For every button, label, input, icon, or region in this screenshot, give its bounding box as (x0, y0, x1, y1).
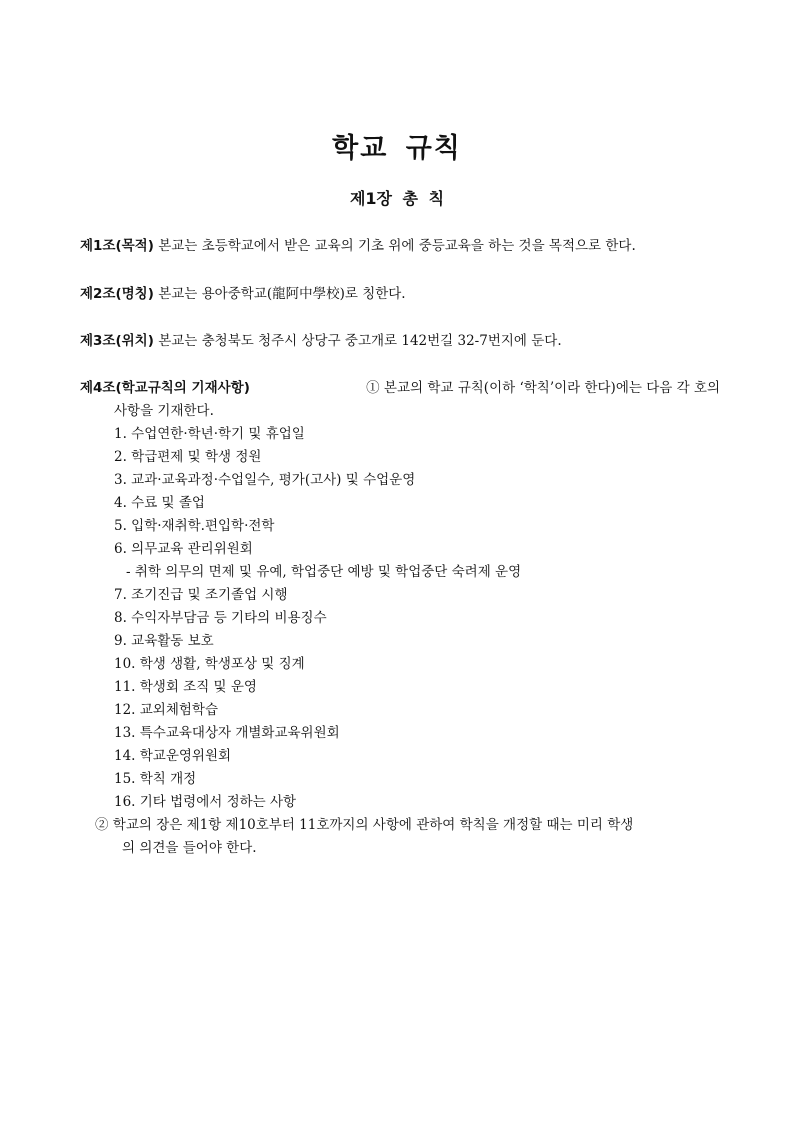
article-2 (80, 283, 720, 306)
list-item: 10. 학생 생활, 학생포상 및 징계 (114, 656, 305, 672)
article-4-paragraph-2-continued: 의 의견을 들어야 한다. (122, 840, 257, 856)
list-item: 5. 입학·재취학.편입학·전학 (114, 518, 275, 534)
document-title: 학교 규칙 (332, 133, 462, 164)
article-4-first-line (80, 377, 720, 400)
list-item: 9. 교육활동 보호 (114, 633, 214, 649)
list-item-note: - 취학 의무의 면제 및 유예, 학업중단 예방 및 학업중단 숙려제 운영 (126, 564, 522, 580)
article-4-paragraph-2-first-line (95, 814, 720, 837)
list-item: 12. 교외체험학습 (114, 702, 219, 718)
article-3 (80, 330, 720, 353)
article-4-paragraph-1-continued: 사항을 기재한다. (114, 403, 214, 419)
article-4-item-list (80, 423, 720, 814)
list-item: 2. 학급편제 및 학생 정원 (114, 449, 262, 465)
article-2-text: 본교는 용아중학교(龍阿中學校)로 칭한다. (158, 286, 406, 302)
list-item: 11. 학생회 조직 및 운영 (114, 679, 257, 695)
article-4-paragraph-1: ① 본교의 학교 규칙(이하 ‘학칙’이라 한다)에는 다음 각 호의 (366, 380, 720, 396)
article-3-text: 본교는 충청북도 청주시 상당구 중고개로 142번길 32-7번지에 둔다. (158, 333, 562, 349)
article-3-heading: 제3조(위치) (80, 333, 154, 349)
list-item: 6. 의무교육 관리위원회 (114, 541, 253, 557)
chapter-title: 제1장 총 칙 (349, 189, 445, 208)
article-2-heading: 제2조(명칭) (80, 286, 154, 302)
list-item: 13. 특수교육대상자 개별화교육위원회 (114, 725, 340, 741)
list-item: 3. 교과·교육과정·수업일수, 평가(고사) 및 수업운영 (114, 472, 416, 488)
article-4-heading: 제4조(학교규칙의 기재사항) (80, 380, 250, 396)
list-item: 4. 수료 및 졸업 (114, 495, 205, 511)
article-4 (80, 377, 720, 860)
list-item: 7. 조기진급 및 조기졸업 시행 (114, 587, 288, 603)
list-item: 1. 수업연한·학년·학기 및 휴업일 (114, 426, 305, 442)
list-item: 16. 기타 법령에서 정하는 사항 (114, 794, 297, 810)
list-item: 14. 학교운영위원회 (114, 748, 232, 764)
article-1-text: 본교는 초등학교에서 받은 교육의 기초 위에 중등교육을 하는 것을 목적으로 한다. (158, 238, 636, 254)
article-4-paragraph-2 (80, 814, 720, 860)
list-item: 8. 수익자부담금 등 기타의 비용징수 (114, 610, 327, 626)
article-4-paragraph-2-text: ② 학교의 장은 제1항 제10호부터 11호까지의 사항에 관하여 학칙을 개정할 때는 미리 학생 (95, 817, 634, 833)
article-1 (80, 235, 720, 258)
article-1-heading: 제1조(목적) (80, 238, 154, 254)
list-item: 15. 학칙 개정 (114, 771, 197, 787)
